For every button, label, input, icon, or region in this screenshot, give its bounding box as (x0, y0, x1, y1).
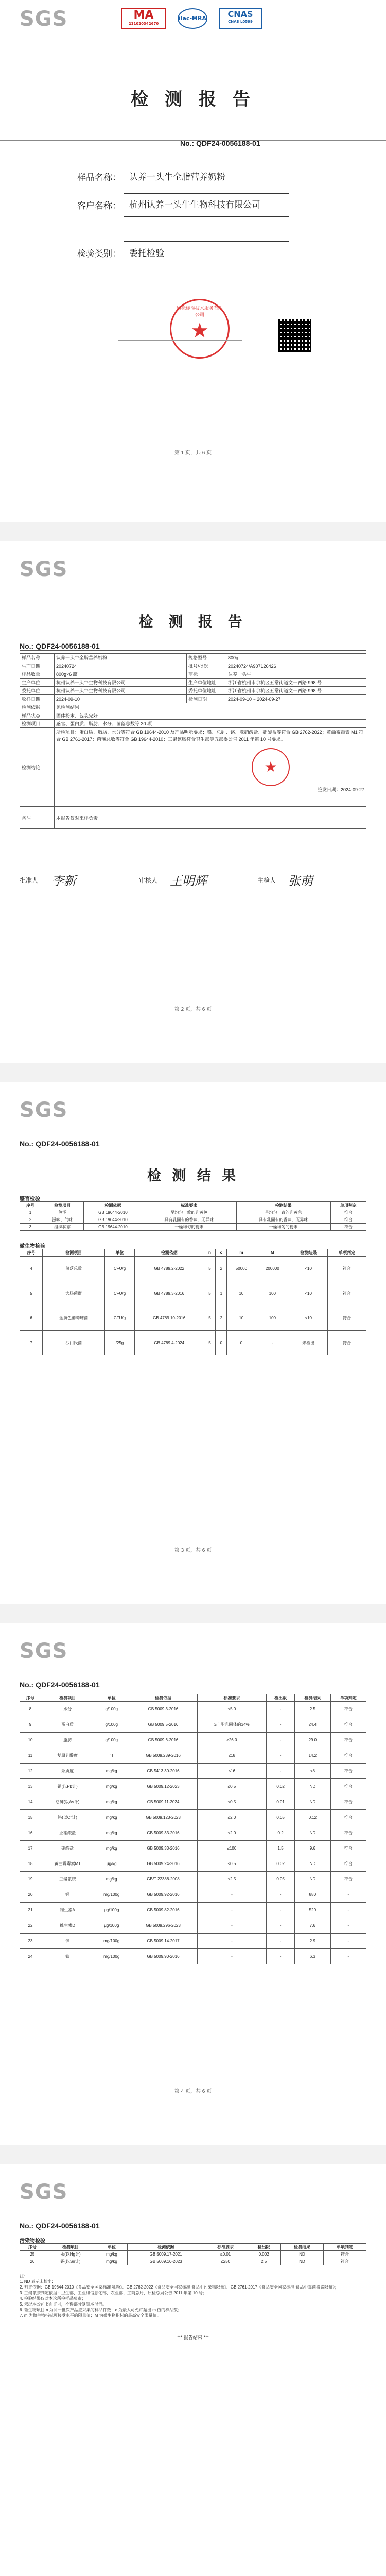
table-row: 收样日期 2024-09-10 检测日期 2024-09-10 ~ 2024-09-27 (20, 695, 366, 703)
table-row: 14 总砷(以As计) mg/kg GB 5009.11-2024 ≤0.5 0.01 ND 符合 (20, 1794, 366, 1810)
report-number: No.: QDF24-0056188-01 (20, 642, 100, 650)
conclusion-row: 检测结论 所检项目：蛋白质、脂肪、水分等符合 GB 19644-2010 及产品明示要求；铅、总砷、铬、亚硝酸盐、硝酸盐等符合 GB 2762-2022；黄曲霉毒素 M1 符合 GB 2761-2017；菌落总数等符合 GB 19644-2010；三聚氰胺符合卫生部等五部委公告 2011 年第 10 号要求。 ★ 签发日期：2024-09-27 (20, 728, 366, 807)
table-row: 15 铬(以Cr计) mg/kg GB 5009.123-2023 ≤2.0 0.05 0.12 符合 (20, 1810, 366, 1825)
sensory-table (20, 1201, 366, 1231)
table-row: 18 黄曲霉毒素M1 μg/kg GB 5009.24-2016 ≤0.5 0.02 ND 符合 (20, 1856, 366, 1872)
contaminant-table (20, 2243, 366, 2265)
star-icon: ★ (190, 319, 209, 343)
sensory-section-title: 感官检验 (20, 1196, 40, 1202)
table-row: 生产单位 杭州认养一头牛生物科技有限公司 生产单位地址 浙江省杭州市余杭区五常街道文一西路 998 号 (20, 679, 366, 687)
signature-reviewer: 王明辉 (170, 874, 207, 888)
cnas-badge: CNAS CNAS L0599 (219, 8, 262, 29)
table-row: 9 蛋白质 g/100g GB 5009.5-2016 ≥非脂乳固体的34% - 24.4 符合 (20, 1717, 366, 1733)
table-row: 17 硝酸盐 mg/kg GB 5009.33-2016 ≤100 1.5 9.6 符合 (20, 1841, 366, 1856)
page-title: 检 测 报 告 (138, 613, 248, 630)
test-type-label: 检验类别： (77, 249, 121, 259)
results-page-1 (0, 1082, 386, 1604)
table-row: 16 亚硝酸盐 mg/kg GB 5009.33-2016 ≤2.0 0.2 ND 符合 (20, 1825, 366, 1841)
stamp-small (252, 748, 290, 786)
issue-date: 签发日期：2024-09-27 (317, 787, 364, 792)
report-info-page (0, 541, 386, 1063)
table-row: 检测依据 见检测结果 (20, 703, 366, 711)
table-row: 3 组织状态 GB 19644-2010 干燥均匀的粉末 干燥均匀的粉末 符合 (20, 1224, 366, 1231)
signature-approver: 李新 (51, 874, 76, 888)
table-row: 生产日期 20240724 批号/批次 20240724/A907126426 (20, 662, 366, 670)
report-notes: 注： 1. ND 表示未检出； 2. 判定依据：GB 19644-2010《食品安全国家标准 乳粉》、GB 2762-2022《食品安全国家标准 食品中污染物限量》、GB 2761-2017《食品安全国家标准 食品中真菌毒素限量》； 3. 三聚氰胺判定依据：卫生部、工业和信息化部、农业部、工商总局、质检总局公告 2011 年第 10 号； 4. 检验结果仅对本次所检样品负责； 5. 未经本公司书面许可，不得部分复制本报告。 6. 微生物项目 n 为同一批次产品应采集的样品件数；c 为最大可允许超出 m 值的样品数； 7. m 为微生物指标可接受水平的限量值；M 为微生物指标的最高安全限量值。 (20, 2274, 339, 2318)
sample-name-value: 认养一头牛全脂营养奶粉 (124, 165, 289, 187)
results-page-3 (0, 2164, 386, 2576)
table-row: 20 钙 mg/100g GB 5009.92-2016 - - 880 - (20, 1887, 366, 1903)
page-footer: 第 1 页，共 6 页 (174, 450, 212, 456)
table-row: 样品名称 认养一头牛全脂营养奶粉 规格型号 800g (20, 654, 366, 662)
physchem-table (20, 1694, 366, 1964)
table-row: 样品数量 800g×6 罐 商标 认养一头牛 (20, 670, 366, 679)
table-row: 5 大肠菌群 CFU/g GB 4789.3-2016 5 1 10 100 <10 符合 (20, 1281, 366, 1306)
table-row: 12 杂质度 mg/kg GB 5413.30-2016 ≤16 - <8 符合 (20, 1764, 366, 1779)
table-header: 序号 检测项目 单位 检测依据 n c m M 检测结果 单项判定 (20, 1249, 366, 1257)
test-type-value: 委托检验 (124, 241, 289, 263)
ma-badge: MA 211020342670 (121, 8, 166, 29)
report-number: No.: QDF24-0056188-01 (20, 1140, 100, 1148)
sgs-logo: SGS (20, 7, 68, 31)
results-page-2 (0, 1623, 386, 2145)
qr-code-icon (278, 319, 311, 352)
table-row: 10 脂肪 g/100g GB 5009.6-2016 ≥26.0 - 29.0 符合 (20, 1733, 366, 1748)
table-row: 1 色泽 GB 19644-2010 呈均匀一致的乳黄色 呈均匀一致的乳黄色 符合 (20, 1209, 366, 1216)
table-row: 21 维生素A μg/100g GB 5009.82-2016 - - 520 - (20, 1903, 366, 1918)
table-row: 6 金黄色葡萄球菌 CFU/g GB 4789.10-2016 5 2 10 100 <10 符合 (20, 1306, 366, 1331)
table-row: 检测项目 感官、蛋白质、脂肪、水分、菌落总数等 30 项 (20, 720, 366, 728)
sgs-logo: SGS (20, 557, 68, 581)
micro-section-title: 微生物检验 (20, 1244, 45, 1249)
table-row: 25 汞(以Hg计) mg/kg GB 5009.17-2021 ≤0.01 0.002 ND 符合 (20, 2251, 366, 2258)
signer-reviewer-label: 审核人 (139, 877, 158, 884)
table-row: 13 铅(以Pb计) mg/kg GB 5009.12-2023 ≤0.5 0.02 ND 符合 (20, 1779, 366, 1794)
contaminant-section-title: 污染物检验 (20, 2238, 45, 2244)
client-name-value: 杭州认养一头牛生物科技有限公司 (124, 193, 289, 217)
table-row: 11 复原乳酸度 °T GB 5009.239-2016 ≤18 - 14.2 符合 (20, 1748, 366, 1764)
signature-tester: 张萌 (288, 874, 313, 888)
page-footer: 第 3 页，共 6 页 (174, 1548, 212, 1553)
table-row: 2 滋味、气味 GB 19644-2010 具有乳固有的香味，无异味 具有乳固有的香味，无异味 符合 (20, 1216, 366, 1224)
signer-tester-label: 主检人 (257, 877, 276, 884)
sgs-logo: SGS (20, 1098, 68, 1122)
sgs-logo: SGS (20, 2180, 68, 2204)
report-number: No.: QDF24-0056188-01 (20, 2222, 100, 2230)
client-name-label: 客户名称： (77, 201, 121, 211)
official-stamp: 通标标准技术服务有限公司 ★ (170, 299, 230, 359)
cover-page (0, 0, 386, 522)
table-header: 序号 检测项目 单位 检测依据 标准要求 检出限 检测结果 单项判定 (20, 2244, 366, 2251)
page-footer: 第 4 页，共 6 页 (174, 2089, 212, 2094)
sample-name-label: 样品名称： (77, 173, 121, 183)
stamp-line (118, 340, 242, 341)
page-footer: 第 2 页，共 6 页 (174, 1007, 212, 1012)
table-row: 22 维生素D μg/100g GB 5009.296-2023 - - 7.6 - (20, 1918, 366, 1934)
page-title: 检 测 结 果 (147, 1168, 239, 1184)
table-row: 4 菌落总数 CFU/g GB 4789.2-2022 5 2 50000 200000 <10 符合 (20, 1257, 366, 1281)
table-row: 23 锌 mg/100g GB 5009.14-2017 - - 2.9 - (20, 1934, 366, 1949)
report-number: No.: QDF24-0056188-01 (180, 139, 260, 147)
star-icon: ★ (264, 759, 277, 775)
table-row: 备注 本报告仅对来样负责。 (20, 807, 366, 829)
table-row: 8 水分 g/100g GB 5009.3-2016 ≤5.0 - 2.5 符合 (20, 1702, 366, 1717)
sgs-logo: SGS (20, 1639, 68, 1663)
sample-info-table (20, 653, 366, 829)
report-end: *** 报告结束 *** (177, 2335, 209, 2340)
micro-table (20, 1249, 366, 1355)
conclusion-text: 所检项目：蛋白质、脂肪、水分等符合 GB 19644-2010 及产品明示要求；铅、总砷、铬、亚硝酸盐、硝酸盐等符合 GB 2762-2022；黄曲霉毒素 M1 符合 GB 2761-2017；菌落总数等符合 GB 19644-2010；三聚氰胺符合卫生部等五部委公告 2011 年第 10 号要求。 (56, 730, 364, 742)
table-row: 24 铁 mg/100g GB 5009.90-2016 - - 6.3 - (20, 1949, 366, 1964)
table-row: 委托单位 杭州认养一头牛生物科技有限公司 委托单位地址 浙江省杭州市余杭区五常街道文一西路 998 号 (20, 687, 366, 695)
ilac-badge: ilac-MRA (178, 8, 207, 29)
table-header: 序号 检测项目 检测依据 标准要求 检测结果 单项判定 (20, 1202, 366, 1209)
page-title: 检 测 报 告 (131, 89, 255, 110)
table-row: 19 三聚氰胺 mg/kg GB/T 22388-2008 ≤2.5 0.05 ND 符合 (20, 1872, 366, 1887)
signer-approver-label: 批准人 (20, 877, 39, 884)
table-row: 7 沙门氏菌 /25g GB 4789.4-2024 5 0 0 - 未检出 符合 (20, 1331, 366, 1355)
table-row: 样品状态 固体粉末，包装完好 (20, 711, 366, 720)
table-header: 序号 检测项目 单位 检测依据 标准要求 检出限 检测结果 单项判定 (20, 1694, 366, 1702)
report-number: No.: QDF24-0056188-01 (20, 1681, 100, 1689)
table-row: 26 锡(以Sn计) mg/kg GB 5009.16-2023 ≤250 2.5 ND 符合 (20, 2258, 366, 2265)
